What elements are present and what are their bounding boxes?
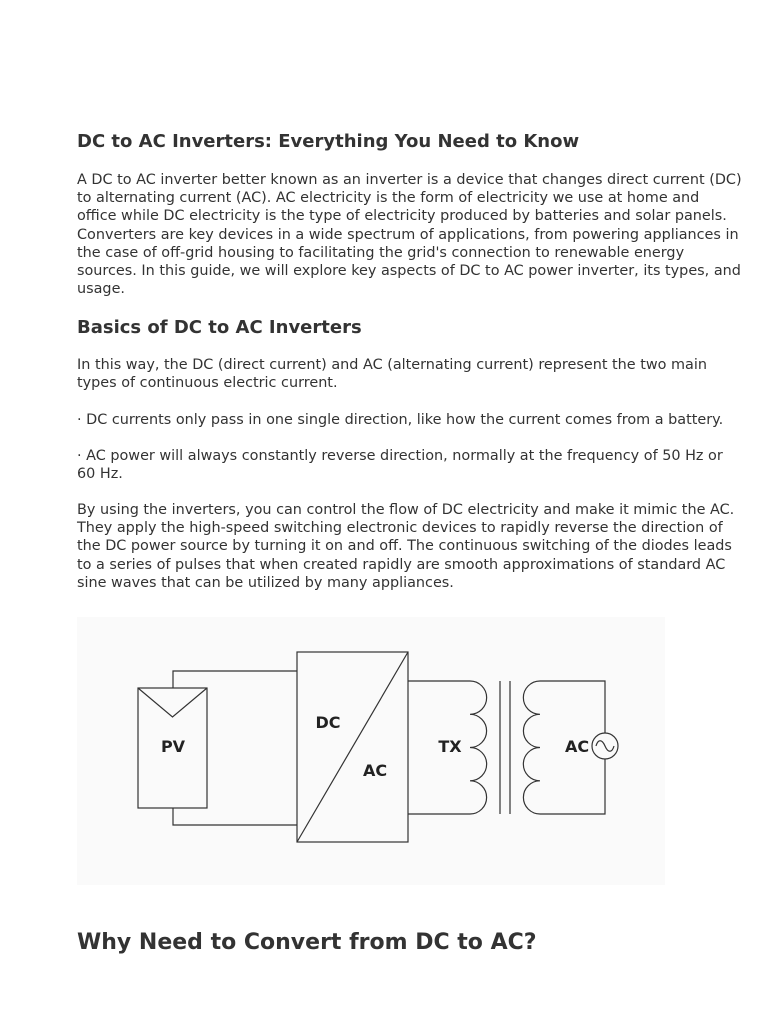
wire-out-bottom (540, 759, 605, 814)
bullet-ac: · AC power will always constantly reverse direction, normally at the frequency of 50 Hz or 60 Hz. (77, 448, 723, 483)
wire-top (173, 671, 297, 688)
dc-label: DC (315, 713, 341, 732)
wire-out-top (540, 681, 605, 733)
tx-label: TX (438, 737, 462, 756)
transformer-primary-coil (470, 681, 487, 814)
basics-paragraph: In this way, the DC (direct current) and AC (alternating current) represent the two main types of continuous electric current. (77, 357, 707, 392)
bullet-dc: · DC currents only pass in one single direction, like how the current comes from a battery. (77, 412, 724, 428)
basics-heading: Basics of DC to AC Inverters (77, 317, 362, 338)
inverter-ac-label: AC (362, 761, 388, 780)
transformer-secondary-coil (523, 681, 540, 814)
wire-bottom (173, 808, 297, 825)
inverter-circuit-diagram (77, 617, 665, 885)
pv-panel-chevron (138, 688, 207, 717)
output-ac-label: AC (564, 737, 590, 756)
article-title: DC to AC Inverters: Everything You Need to Know (77, 131, 580, 152)
pv-label: PV (160, 737, 186, 756)
inverter-paragraph: By using the inverters, you can control the flow of DC electricity and make it mimic the AC. They apply the high-speed switching electronic devices to rapidly reverse the direction of the DC power source by turning it on and off. The continuous switching of the diodes leads to a series of pulses that when created rapidly are smooth approximations of standard AC sine waves that can be utilized by many appliances. (77, 502, 735, 591)
intro-paragraph: A DC to AC inverter better known as an inverter is a device that changes direct current (DC) to alternating current (AC). AC electricity is the form of electricity we use at home and office while DC electricity is the type of electricity produced by batteries and solar panels. Converters are key devices in a wide spectrum of applications, from powering appliances in the case of off-grid housing to facilitating the grid's connection to renewable energy sources. In this guide, we will explore key aspects of DC to AC power inverter, its types, and usage. (77, 172, 742, 298)
ac-sine-icon (596, 741, 614, 752)
inverter-diagonal (297, 652, 408, 842)
why-convert-heading: Why Need to Convert from DC to AC? (77, 930, 537, 955)
